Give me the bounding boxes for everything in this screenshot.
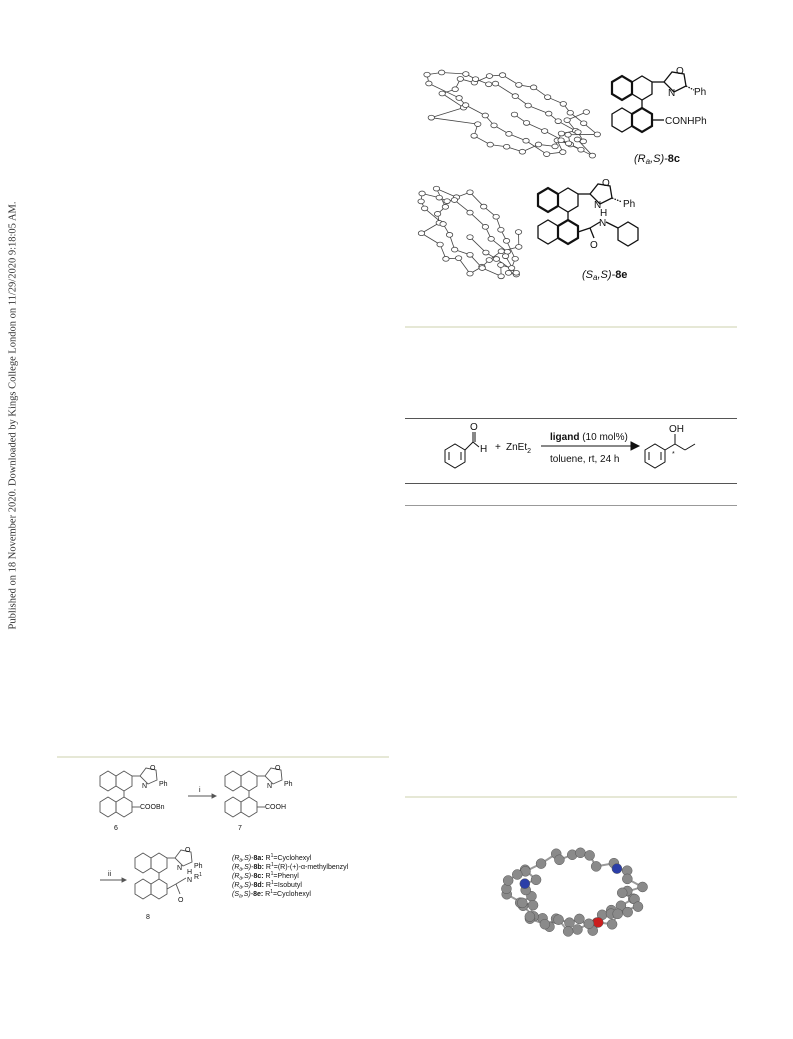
atom-ellipsoid bbox=[552, 144, 558, 149]
bond bbox=[431, 108, 463, 118]
carbon-atom bbox=[572, 925, 582, 935]
figure-separator bbox=[405, 326, 737, 328]
atom-ellipsoid bbox=[519, 149, 525, 154]
atom-ellipsoid bbox=[475, 122, 481, 127]
amide-nitrogen: N bbox=[599, 218, 607, 229]
ortep-structure-8c bbox=[430, 62, 605, 172]
atom-ellipsoid bbox=[440, 222, 446, 227]
carbon-atom bbox=[528, 900, 538, 910]
atom-ellipsoid bbox=[508, 266, 514, 271]
cmpd6-group: COOBn bbox=[140, 804, 165, 811]
atom-ellipsoid bbox=[594, 132, 600, 137]
carbon-atom bbox=[574, 914, 584, 924]
cmpd8-phenyl: Ph bbox=[194, 863, 203, 870]
structure-8e bbox=[532, 176, 702, 288]
atom-ellipsoid bbox=[438, 70, 444, 75]
atom-ellipsoid bbox=[503, 238, 509, 243]
atom-ellipsoid bbox=[492, 81, 498, 86]
carbon-atom bbox=[563, 926, 573, 936]
oxazoline-nitrogen: N bbox=[668, 88, 676, 99]
atom-ellipsoid bbox=[444, 199, 450, 204]
ligand-entry: $(R_a,S)-8c$: $R^1=Phenyl$ bbox=[232, 871, 299, 882]
atom-ellipsoid bbox=[498, 263, 504, 268]
carbon-atom bbox=[531, 875, 541, 885]
atom-ellipsoid bbox=[488, 236, 494, 241]
atom-ellipsoid bbox=[455, 256, 461, 261]
atom-ellipsoid bbox=[546, 111, 552, 116]
cmpd7-oxygen: O bbox=[275, 765, 281, 772]
atom-ellipsoid bbox=[436, 195, 442, 200]
atom-ellipsoid bbox=[456, 96, 462, 101]
oxazoline-oxygen: O bbox=[602, 178, 610, 189]
cmpd6-nitrogen: N bbox=[142, 783, 148, 790]
atom-ellipsoid bbox=[535, 142, 541, 147]
carbon-atom bbox=[540, 919, 550, 929]
carbon-atom bbox=[512, 870, 522, 880]
atom-ellipsoid bbox=[451, 247, 457, 252]
phenyl-label: Ph bbox=[694, 87, 707, 98]
atom-ellipsoid bbox=[499, 73, 505, 78]
carbon-atom bbox=[607, 919, 617, 929]
atom-ellipsoid bbox=[486, 258, 492, 263]
atom-ellipsoid bbox=[543, 152, 549, 157]
reagent: ZnEt$_2$ bbox=[506, 442, 532, 455]
carbon-atom bbox=[613, 909, 623, 919]
ortep-structure-8e bbox=[415, 182, 533, 287]
atom-ellipsoid bbox=[482, 113, 488, 118]
bond bbox=[442, 72, 466, 74]
atom-ellipsoid bbox=[565, 132, 571, 137]
carbon-atom bbox=[622, 874, 632, 884]
atom-ellipsoid bbox=[486, 74, 492, 79]
bond bbox=[470, 237, 486, 252]
atom-ellipsoid bbox=[421, 206, 427, 211]
synthesis-scheme bbox=[90, 762, 390, 932]
atom-ellipsoid bbox=[418, 199, 424, 204]
atom-ellipsoid bbox=[560, 150, 566, 155]
phenyl-label: Ph bbox=[623, 199, 636, 210]
atom-ellipsoid bbox=[525, 103, 531, 108]
cmpd6-label: 6 bbox=[114, 825, 118, 832]
amide-substituent: CONHPh bbox=[665, 116, 707, 127]
cmpd8-label: 8 bbox=[146, 914, 150, 921]
atom-ellipsoid bbox=[555, 119, 561, 124]
compound-label-8e: (Sa,S)-8e bbox=[582, 269, 628, 282]
atom-ellipsoid bbox=[578, 147, 584, 152]
atom-ellipsoid bbox=[439, 91, 445, 96]
atom-ellipsoid bbox=[506, 131, 512, 136]
stereocenter-mark: * bbox=[672, 451, 675, 458]
cmpd8-amide-oxygen: O bbox=[178, 897, 184, 904]
atom-ellipsoid bbox=[483, 250, 489, 255]
table-top-rule bbox=[405, 505, 737, 506]
atom-ellipsoid bbox=[486, 82, 492, 87]
carbon-atom bbox=[633, 902, 643, 912]
cmpd7-phenyl: Ph bbox=[284, 781, 293, 788]
atom-ellipsoid bbox=[516, 245, 522, 250]
atom-ellipsoid bbox=[467, 190, 473, 195]
download-watermark bbox=[6, 190, 20, 640]
atom-ellipsoid bbox=[565, 141, 571, 146]
carbon-atom bbox=[564, 918, 574, 928]
atom-ellipsoid bbox=[419, 191, 425, 196]
atom-ellipsoid bbox=[437, 242, 443, 247]
atom-ellipsoid bbox=[583, 110, 589, 115]
atom-ellipsoid bbox=[482, 224, 488, 229]
atom-ellipsoid bbox=[498, 274, 504, 279]
scheme-mid-rule bbox=[405, 483, 737, 484]
atom-ellipsoid bbox=[434, 211, 440, 216]
model-separator bbox=[405, 796, 737, 798]
carbon-atom bbox=[584, 919, 594, 929]
atom-ellipsoid bbox=[487, 142, 493, 147]
product-hydroxyl: OH bbox=[669, 424, 684, 435]
atom-ellipsoid bbox=[574, 137, 580, 142]
atom-ellipsoid bbox=[558, 131, 564, 136]
bond bbox=[495, 84, 515, 96]
atom-ellipsoid bbox=[523, 138, 529, 143]
atom-ellipsoid bbox=[502, 254, 508, 259]
atom-ellipsoid bbox=[467, 210, 473, 215]
atom-ellipsoid bbox=[581, 121, 587, 126]
atom-ellipsoid bbox=[418, 231, 424, 236]
atom-ellipsoid bbox=[462, 103, 468, 108]
download-note: Published on 18 November 2020. Downloaded by Kings College London on 11/29/2020 9:18:05 AM. bbox=[7, 200, 19, 630]
carbon-atom bbox=[617, 888, 627, 898]
step-i-label: i bbox=[199, 787, 201, 794]
cmpd7-nitrogen: N bbox=[267, 783, 273, 790]
plus-sign: + bbox=[495, 442, 501, 453]
ligand-entry: $(S_a,S)-8e$: $R^1=Cyclohexyl$ bbox=[232, 889, 311, 900]
cmpd7-group: COOH bbox=[265, 804, 286, 811]
atom-ellipsoid bbox=[446, 232, 452, 237]
atom-ellipsoid bbox=[516, 83, 522, 88]
atom-ellipsoid bbox=[498, 227, 504, 232]
ligand-list bbox=[232, 853, 349, 900]
atom-ellipsoid bbox=[471, 133, 477, 138]
nitrogen-atom bbox=[612, 864, 622, 874]
atom-ellipsoid bbox=[491, 123, 497, 128]
atom-ellipsoid bbox=[442, 204, 448, 209]
cmpd8-amide-hydrogen: H bbox=[187, 869, 193, 876]
structure-8c bbox=[602, 62, 752, 172]
atom-ellipsoid bbox=[428, 115, 434, 120]
ball-and-stick-model bbox=[490, 836, 660, 946]
atom-ellipsoid bbox=[513, 270, 519, 275]
atom-ellipsoid bbox=[511, 112, 517, 117]
atom-ellipsoid bbox=[512, 256, 518, 261]
cmpd8-oxygen: O bbox=[185, 847, 191, 854]
atom-ellipsoid bbox=[567, 110, 573, 115]
atom-ellipsoid bbox=[433, 186, 439, 191]
amide-hydrogen: H bbox=[600, 208, 608, 219]
carbon-atom bbox=[591, 861, 601, 871]
atom-ellipsoid bbox=[479, 266, 485, 271]
scheme-top-rule bbox=[405, 418, 737, 419]
cmpd6-oxygen: O bbox=[150, 765, 156, 772]
cmpd8-amide-nitrogen: N bbox=[187, 877, 193, 884]
atom-ellipsoid bbox=[515, 230, 521, 235]
atom-ellipsoid bbox=[467, 271, 473, 276]
carbon-atom bbox=[503, 876, 513, 886]
carbon-atom bbox=[525, 912, 535, 922]
atom-ellipsoid bbox=[472, 77, 478, 82]
carbon-atom bbox=[554, 855, 564, 865]
atom-ellipsoid bbox=[424, 72, 430, 77]
carbon-atom bbox=[575, 848, 585, 858]
cmpd6-phenyl: Ph bbox=[159, 781, 168, 788]
ligand-entry: $(R_a,S)-8a$: $R^1=Cyclohexyl$ bbox=[232, 853, 312, 864]
atom-ellipsoid bbox=[493, 257, 499, 262]
aldehyde-oxygen: O bbox=[470, 422, 478, 433]
atom-ellipsoid bbox=[493, 214, 499, 219]
atom-ellipsoid bbox=[457, 77, 463, 82]
atom-ellipsoid bbox=[541, 129, 547, 134]
atom-ellipsoid bbox=[443, 256, 449, 261]
carbon-atom bbox=[585, 850, 595, 860]
cmpd7-label: 7 bbox=[238, 825, 242, 832]
atom-ellipsoid bbox=[463, 72, 469, 77]
compound-label-8c: (Ra,S)-8c bbox=[634, 153, 681, 166]
oxygen-atom bbox=[593, 917, 603, 927]
atom-ellipsoid bbox=[530, 85, 536, 90]
atom-ellipsoid bbox=[426, 81, 432, 86]
atom-ellipsoid bbox=[560, 102, 566, 107]
carbon-atom bbox=[638, 882, 648, 892]
cmpd8-nitrogen: N bbox=[177, 865, 183, 872]
atom-ellipsoid bbox=[503, 144, 509, 149]
reaction-scheme bbox=[405, 420, 737, 482]
atom-ellipsoid bbox=[498, 249, 504, 254]
atom-ellipsoid bbox=[523, 121, 529, 126]
conditions-solvent: toluene, rt, 24 h bbox=[550, 454, 620, 465]
step-ii-label: ii bbox=[108, 871, 112, 878]
carbon-atom bbox=[536, 859, 546, 869]
atom-ellipsoid bbox=[452, 87, 458, 92]
oxazoline-oxygen: O bbox=[676, 66, 684, 77]
atom-ellipsoid bbox=[481, 204, 487, 209]
atom-ellipsoid bbox=[589, 153, 595, 158]
atom-ellipsoid bbox=[558, 138, 564, 143]
ligand-entry: $(R_a,S)-8b$: $R^1=(R)-(+)-\alpha$-methylbenzyl bbox=[232, 862, 349, 873]
cmpd8-r-group: $R^1$ bbox=[194, 872, 202, 881]
atom-ellipsoid bbox=[467, 235, 473, 240]
carbon-atom bbox=[623, 907, 633, 917]
atom-ellipsoid bbox=[544, 95, 550, 100]
conditions-ligand: ligand (10 mol%) bbox=[550, 432, 628, 443]
atom-ellipsoid bbox=[505, 270, 511, 275]
bond bbox=[431, 118, 477, 124]
scheme-separator-left bbox=[57, 756, 389, 758]
atom-ellipsoid bbox=[467, 252, 473, 257]
carbon-atom bbox=[517, 898, 527, 908]
nitrogen-atom bbox=[520, 879, 530, 889]
atom-ellipsoid bbox=[451, 198, 457, 203]
amide-oxygen: O bbox=[590, 240, 598, 251]
atom-ellipsoid bbox=[575, 130, 581, 135]
aldehyde-hydrogen: H bbox=[480, 444, 488, 455]
atom-ellipsoid bbox=[564, 118, 570, 123]
carbon-atom bbox=[554, 915, 564, 925]
ligand-entry: $(R_a,S)-8d$: $R^1=Isobutyl$ bbox=[232, 880, 302, 891]
atom-ellipsoid bbox=[512, 94, 518, 99]
atom-ellipsoid bbox=[580, 139, 586, 144]
oxazoline-nitrogen: N bbox=[594, 200, 602, 211]
